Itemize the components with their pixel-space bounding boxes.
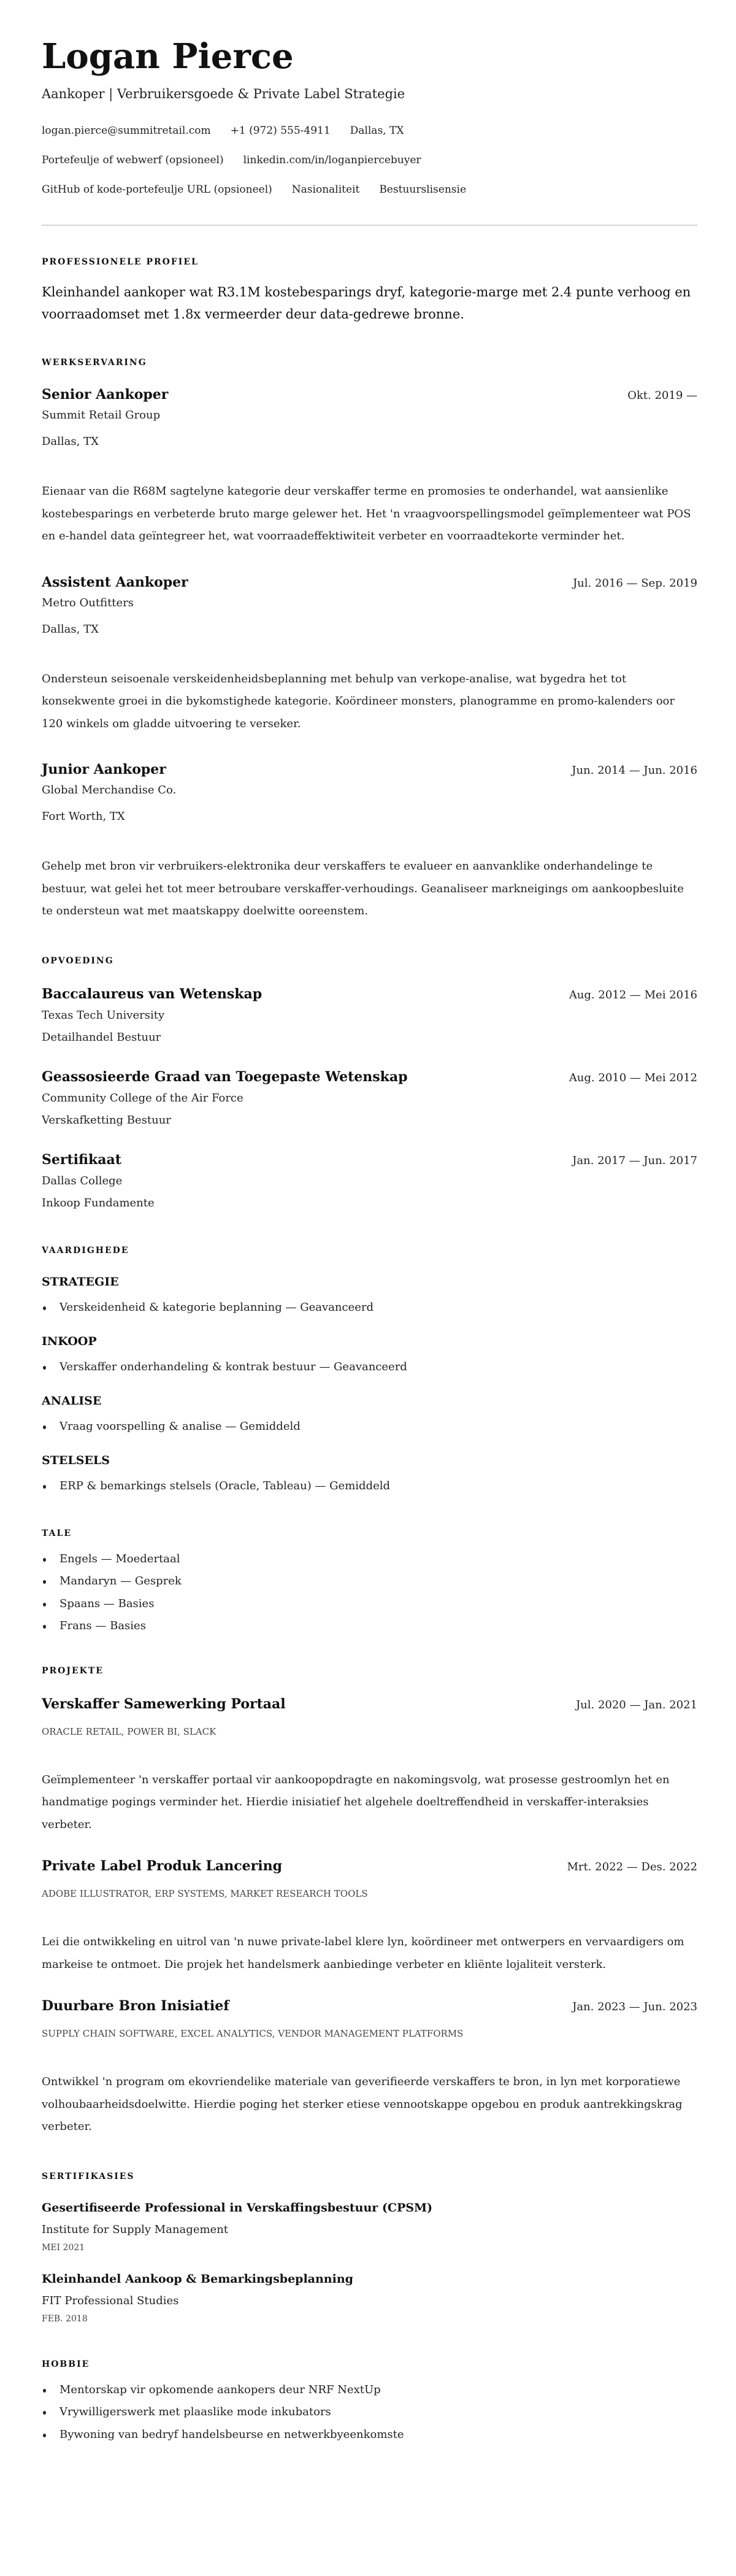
job-entry bbox=[42, 386, 697, 548]
skill-category: INKOOP bbox=[42, 1334, 97, 1348]
job-dates: Okt. 2019 — bbox=[627, 389, 697, 402]
language-item: Engels — Moedertaal bbox=[42, 1548, 697, 1571]
job-entry bbox=[42, 761, 697, 923]
location: Dallas, TX bbox=[350, 125, 404, 137]
company-name: Summit Retail Group bbox=[42, 409, 161, 422]
certification-issuer: FIT Professional Studies bbox=[42, 2294, 179, 2307]
skill-category: ANALISE bbox=[42, 1394, 102, 1408]
skill-list bbox=[42, 1300, 697, 1316]
project-header bbox=[42, 1857, 697, 1876]
section-heading: OPVOEDING bbox=[42, 955, 114, 966]
job-description: Eienaar van die R68M sagtelyne kategorie deur verskaffer terme en promosies te onderhandel, wat aansienlike kostebesparings en verbeterde bruto marge gelewer het. Het 'n vraagvoorspellingsmodel geïmplementeer wat POS en e-handel data geïntegreer het, wat voorraadeffektiwiteit verbeter en voorraadtekorte verminder het. bbox=[42, 485, 691, 542]
language-item: Spaans — Basies bbox=[42, 1593, 697, 1616]
project-description: Lei die ontwikkeling en uitrol van 'n nuwe private-label klere lyn, koördineer met ontwerpers en vervaardigers om markeise te ontmoet. Die projek het handelsmerk aanbiedinge verbeter en kliënte lojaliteit versterk. bbox=[42, 1935, 684, 1971]
education-dates: Jan. 2017 — Jun. 2017 bbox=[572, 1154, 697, 1167]
section-heading: SERTIFIKASIES bbox=[42, 2171, 135, 2181]
hobbies-section bbox=[42, 2358, 697, 2447]
education-header bbox=[42, 1151, 697, 1170]
project-entry bbox=[42, 1857, 697, 1976]
skill-list bbox=[42, 1478, 697, 1494]
field-of-study: Detailhandel Bestuur bbox=[42, 1030, 161, 1044]
school-name: Community College of the Air Force bbox=[42, 1091, 243, 1105]
contact-row bbox=[42, 121, 697, 140]
certification-issuer: Institute for Supply Management bbox=[42, 2223, 229, 2236]
education-header bbox=[42, 1068, 697, 1087]
project-dates: Jan. 2023 — Jun. 2023 bbox=[572, 2000, 697, 2013]
skill-item: Verskaffer onderhandeling & kontrak bestuur — Geavanceerd bbox=[42, 1359, 697, 1375]
drivers-license: Bestuurslisensie bbox=[379, 183, 466, 196]
job-dates: Jun. 2014 — Jun. 2016 bbox=[572, 764, 697, 777]
skill-list bbox=[42, 1359, 697, 1375]
nationality: Nasionaliteit bbox=[291, 183, 360, 196]
languages-section bbox=[42, 1527, 697, 1638]
education-dates: Aug. 2012 — Mei 2016 bbox=[569, 988, 697, 1001]
field-of-study: Inkoop Fundamente bbox=[42, 1196, 155, 1209]
project-title: Duurbare Bron Inisiatief bbox=[42, 1998, 229, 2014]
job-location: Dallas, TX bbox=[42, 435, 99, 448]
projects-section bbox=[42, 1665, 697, 2138]
project-title: Private Label Produk Lancering bbox=[42, 1858, 282, 1874]
project-dates: Jul. 2020 — Jan. 2021 bbox=[575, 1698, 697, 1711]
education-dates: Aug. 2010 — Mei 2012 bbox=[569, 1071, 697, 1084]
language-list bbox=[42, 1548, 697, 1638]
skill-list bbox=[42, 1419, 697, 1435]
education-header bbox=[42, 985, 697, 1004]
job-description: Gehelp met bron vir verbruikers-elektronika deur verskaffers te evalueer en aanvanklike onderhandelinge te bestuur, wat gelei het tot meer betroubare verskaffer-verhoudings. Geanaliseer markneigings om aankoopbesluite te ondersteun wat met maatskappy doelwitte ooreenstem. bbox=[42, 860, 684, 917]
experience-section bbox=[42, 357, 697, 923]
project-header bbox=[42, 1695, 697, 1714]
language-item: Mandaryn — Gesprek bbox=[42, 1570, 697, 1593]
skill-item: Verskeidenheid & kategorie beplanning — Geavanceerd bbox=[42, 1300, 697, 1316]
project-entry bbox=[42, 1997, 697, 2138]
project-tech: ADOBE ILLUSTRATOR, ERP SYSTEMS, MARKET RESEARCH TOOLS bbox=[42, 1888, 368, 1899]
candidate-name: Logan Pierce bbox=[42, 36, 294, 77]
skills-section bbox=[42, 1244, 697, 1494]
section-heading: WERKSERVARING bbox=[42, 358, 147, 368]
project-dates: Mrt. 2022 — Des. 2022 bbox=[567, 1861, 697, 1873]
phone: +1 (972) 555-4911 bbox=[230, 125, 331, 137]
job-title: Assistent Aankoper bbox=[42, 574, 188, 590]
school-name: Texas Tech University bbox=[42, 1008, 165, 1022]
school-name: Dallas College bbox=[42, 1174, 123, 1187]
header-divider bbox=[42, 225, 697, 226]
github-link[interactable]: GitHub of kode-portefeulje URL (opsioneel) bbox=[42, 183, 272, 196]
email-link[interactable]: logan.pierce@summitretail.com bbox=[42, 125, 211, 137]
job-title: Junior Aankoper bbox=[42, 762, 166, 777]
job-entry bbox=[42, 574, 697, 736]
section-heading: HOBBIE bbox=[42, 2359, 90, 2369]
language-item: Frans — Basies bbox=[42, 1615, 697, 1638]
profile-section bbox=[42, 256, 697, 325]
hobby-item: Vrywilligerswerk met plaaslike mode inkubators bbox=[42, 2401, 697, 2424]
section-heading: PROJEKTE bbox=[42, 1665, 104, 1676]
section-heading: PROFESSIONELE PROFIEL bbox=[42, 257, 199, 267]
education-entry bbox=[42, 985, 697, 1046]
skill-item: ERP & bemarkings stelsels (Oracle, Tableau) — Gemiddeld bbox=[42, 1478, 697, 1494]
project-description: Geïmplementeer 'n verskaffer portaal vir aankoopopdragte en nakomingsvolg, wat prosesse gestroomlyn het en handmatige pogings verminder het. Hierdie inisiatief het algehele doeltreffendheid in verskaffer-interaksies verbeter. bbox=[42, 1773, 670, 1831]
job-header bbox=[42, 761, 697, 779]
job-description: Ondersteun seisoenale verskeidenheidsbeplanning met behulp van verkope-analise, wat bygedra het tot konsekwente groei in die bykomstighede kategorie. Koördineer monsters, planogramme en promo-kalenders oor 120 winkels om gladde uitvoering te verseker. bbox=[42, 672, 675, 730]
section-heading: VAARDIGHEDE bbox=[42, 1245, 129, 1255]
certification-date: MEI 2021 bbox=[42, 2242, 85, 2253]
skill-category: STRATEGIE bbox=[42, 1275, 119, 1289]
education-entry bbox=[42, 1151, 697, 1211]
project-header bbox=[42, 1997, 697, 2016]
skill-item: Vraag voorspelling & analise — Gemiddeld bbox=[42, 1419, 697, 1435]
certification-date: FEB. 2018 bbox=[42, 2313, 88, 2324]
field-of-study: Verskafketting Bestuur bbox=[42, 1113, 171, 1127]
certification-entry bbox=[42, 2271, 697, 2325]
skill-category: STELSELS bbox=[42, 1453, 110, 1467]
project-tech: SUPPLY CHAIN SOFTWARE, EXCEL ANALYTICS, VENDOR MANAGEMENT PLATFORMS bbox=[42, 2028, 464, 2039]
resume-page bbox=[0, 37, 736, 2446]
degree: Baccalaureus van Wetenskap bbox=[42, 985, 263, 1002]
section-heading: TALE bbox=[42, 1528, 72, 1538]
project-description: Ontwikkel 'n program om ekovriendelike materiale van geverifieerde verskaffers te bron, in lyn met korporatiewe volhoubaarheidsdoelwitte. Hierdie poging het sterker etiese vennootskappe opgebou en produk aantrekkingskrag verbeter. bbox=[42, 2075, 683, 2133]
profile-summary: Kleinhandel aankoper wat R3.1M kostebesparings dryf, kategorie-marge met 2.4 punte verhoog en voorraadomset met 1.8x vermeerder deur data-gedrewe bronne. bbox=[42, 285, 691, 322]
job-title: Senior Aankoper bbox=[42, 387, 169, 403]
company-name: Metro Outfitters bbox=[42, 596, 134, 609]
linkedin-link[interactable]: linkedin.com/in/loganpiercebuyer bbox=[243, 154, 421, 166]
degree: Geassosieerde Graad van Toegepaste Wetenskap bbox=[42, 1068, 408, 1085]
certification-entry bbox=[42, 2200, 697, 2254]
project-entry bbox=[42, 1695, 697, 1837]
headline: Aankoper | Verbruikersgoede & Private Label Strategie bbox=[42, 87, 405, 101]
certification-name: Kleinhandel Aankoop & Bemarkingsbeplanning bbox=[42, 2272, 353, 2286]
certifications-section bbox=[42, 2170, 697, 2325]
certification-name: Gesertifiseerde Professional in Verskaffingsbestuur (CPSM) bbox=[42, 2200, 433, 2215]
job-header bbox=[42, 386, 697, 404]
project-title: Verskaffer Samewerking Portaal bbox=[42, 1695, 286, 1712]
job-location: Dallas, TX bbox=[42, 622, 99, 636]
hobby-item: Mentorskap vir opkomende aankopers deur NRF NextUp bbox=[42, 2379, 697, 2402]
job-location: Fort Worth, TX bbox=[42, 810, 125, 823]
hobby-item: Bywoning van bedryf handelsbeurse en netwerkbyeenkomste bbox=[42, 2424, 697, 2447]
education-entry bbox=[42, 1068, 697, 1128]
job-dates: Jul. 2016 — Sep. 2019 bbox=[572, 576, 697, 590]
contact-row bbox=[42, 151, 697, 169]
job-header bbox=[42, 574, 697, 592]
contact-row bbox=[42, 180, 697, 199]
education-section bbox=[42, 955, 697, 1211]
portfolio-link[interactable]: Portefeulje of webwerf (opsioneel) bbox=[42, 154, 224, 166]
degree: Sertifikaat bbox=[42, 1151, 121, 1168]
hobby-list bbox=[42, 2379, 697, 2447]
company-name: Global Merchandise Co. bbox=[42, 784, 177, 796]
project-tech: ORACLE RETAIL, POWER BI, SLACK bbox=[42, 1726, 217, 1737]
